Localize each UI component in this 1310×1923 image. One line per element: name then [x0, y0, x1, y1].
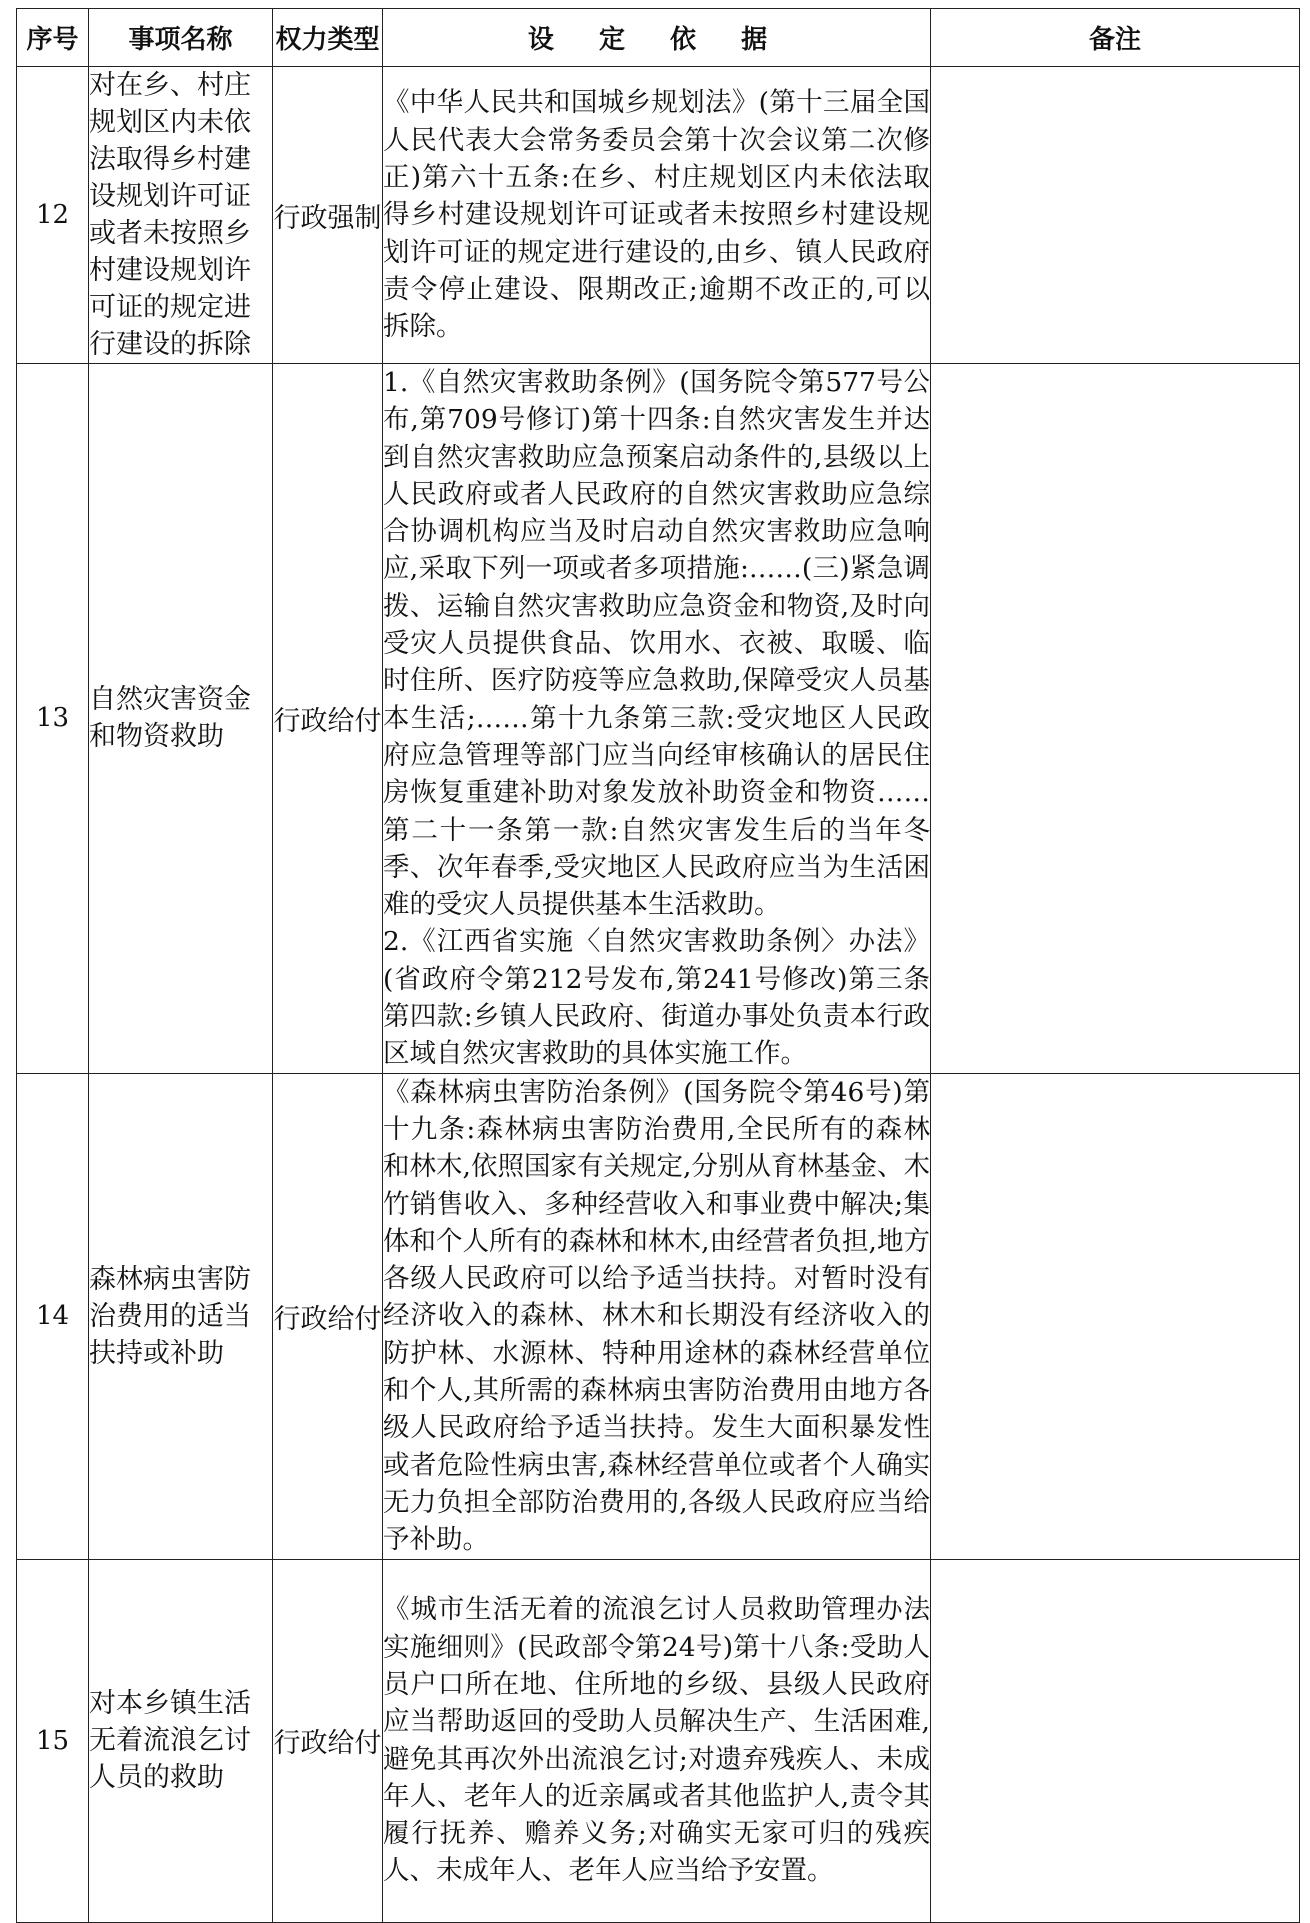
basis-paragraph: 《中华人民共和国城乡规划法》(第十三届全国人民代表大会常务委员会第十次会议第二次修正)第六十五条:在乡、村庄规划区内未依法取得乡村建设规划许可证或者未按照乡村建设规划许可证的规定进行建设的,由乡、镇人民政府责令停止建设、限期改正;逾期不改正的,可以拆除。 [383, 87, 930, 343]
row-power-type: 行政强制 [273, 67, 383, 364]
header-index: 序号 [17, 9, 89, 67]
row-index: 14 [17, 1073, 89, 1559]
table-header-row [17, 9, 1300, 67]
row-power-type: 行政给付 [273, 1559, 383, 1922]
row-remarks [931, 364, 1300, 1074]
row-index: 12 [17, 67, 89, 364]
table-row [17, 364, 1300, 1074]
row-index: 13 [17, 364, 89, 1074]
row-item-name: 对本乡镇生活无着流浪乞讨人员的救助 [89, 1559, 273, 1922]
row-remarks [931, 1073, 1300, 1559]
administrative-power-table [16, 8, 1300, 1923]
basis-paragraph: 《城市生活无着的流浪乞讨人员救助管理办法实施细则》(民政部令第24号)第十八条:受助人员户口所在地、住所地的乡级、县级人民政府应当帮助返回的受助人员解决生产、生活困难,避免其再次外出流浪乞讨;对遗弃残疾人、未成年人、老年人的近亲属或者其他监护人,责令其履行抚养、赡养义务;对确实无家可归的残疾人、未成年人、老年人应当给予安置。 [383, 1594, 930, 1887]
header-power-type: 权力类型 [273, 9, 383, 67]
row-remarks [931, 1559, 1300, 1922]
row-legal-basis [383, 67, 931, 364]
row-legal-basis [383, 1559, 931, 1922]
basis-paragraph: 2.《江西省实施〈自然灾害救助条例〉办法》(省政府令第212号发布,第241号修改)第三条第四款:乡镇人民政府、街道办事处负责本行政区域自然灾害救助的具体实施工作。 [383, 926, 930, 1070]
row-legal-basis [383, 1073, 931, 1559]
table-row [17, 1073, 1300, 1559]
header-item-name: 事项名称 [89, 9, 273, 67]
row-legal-basis [383, 364, 931, 1074]
basis-paragraph: 1.《自然灾害救助条例》(国务院令第577号公布,第709号修订)第十四条:自然灾害发生并达到自然灾害救助应急预案启动条件的,县级以上人民政府或者人民政府的自然灾害救助应急综合协调机构应当及时启动自然灾害救助应急响应,采取下列一项或者多项措施:……(三)紧急调拨、运输自然灾害救助应急资金和物资,及时向受灾人员提供食品、饮用水、衣被、取暖、临时住所、医疗防疫等应急救助,保障受灾人员基本生活;……第十九条第三款:受灾地区人民政府应急管理等部门应当向经审核确认的居民住房恢复重建补助对象发放补助资金和物资……第二十一条第一款:自然灾害发生后的当年冬季、次年春季,受灾地区人民政府应当为生活困难的受灾人员提供基本生活救助。 [383, 367, 930, 921]
row-remarks [931, 67, 1300, 364]
basis-paragraph: 《森林病虫害防治条例》(国务院令第46号)第十九条:森林病虫害防治费用,全民所有的森林和林木,依照国家有关规定,分别从育林基金、木竹销售收入、多种经营收入和事业费中解决;集体和个人所有的森林和林木,由经营者负担,地方各级人民政府可以给予适当扶持。对暂时没有经济收入的森林、林木和长期没有经济收入的防护林、水源林、特种用途林的森林经营单位和个人,其所需的森林病虫害防治费用由地方各级人民政府给予适当扶持。发生大面积暴发性或者危险性病虫害,森林经营单位或者个人确实无力负担全部防治费用的,各级人民政府应当给予补助。 [383, 1076, 930, 1556]
row-item-name: 森林病虫害防治费用的适当扶持或补助 [89, 1073, 273, 1559]
table-row [17, 1559, 1300, 1922]
row-index: 15 [17, 1559, 89, 1922]
table-row [17, 67, 1300, 364]
row-power-type: 行政给付 [273, 364, 383, 1074]
row-item-name: 对在乡、村庄规划区内未依法取得乡村建设规划许可证或者未按照乡村建设规划许可证的规定进行建设的拆除 [89, 67, 273, 364]
row-item-name: 自然灾害资金和物资救助 [89, 364, 273, 1074]
row-power-type: 行政给付 [273, 1073, 383, 1559]
header-remarks: 备注 [931, 9, 1300, 67]
header-legal-basis: 设 定 依 据 [383, 9, 931, 67]
